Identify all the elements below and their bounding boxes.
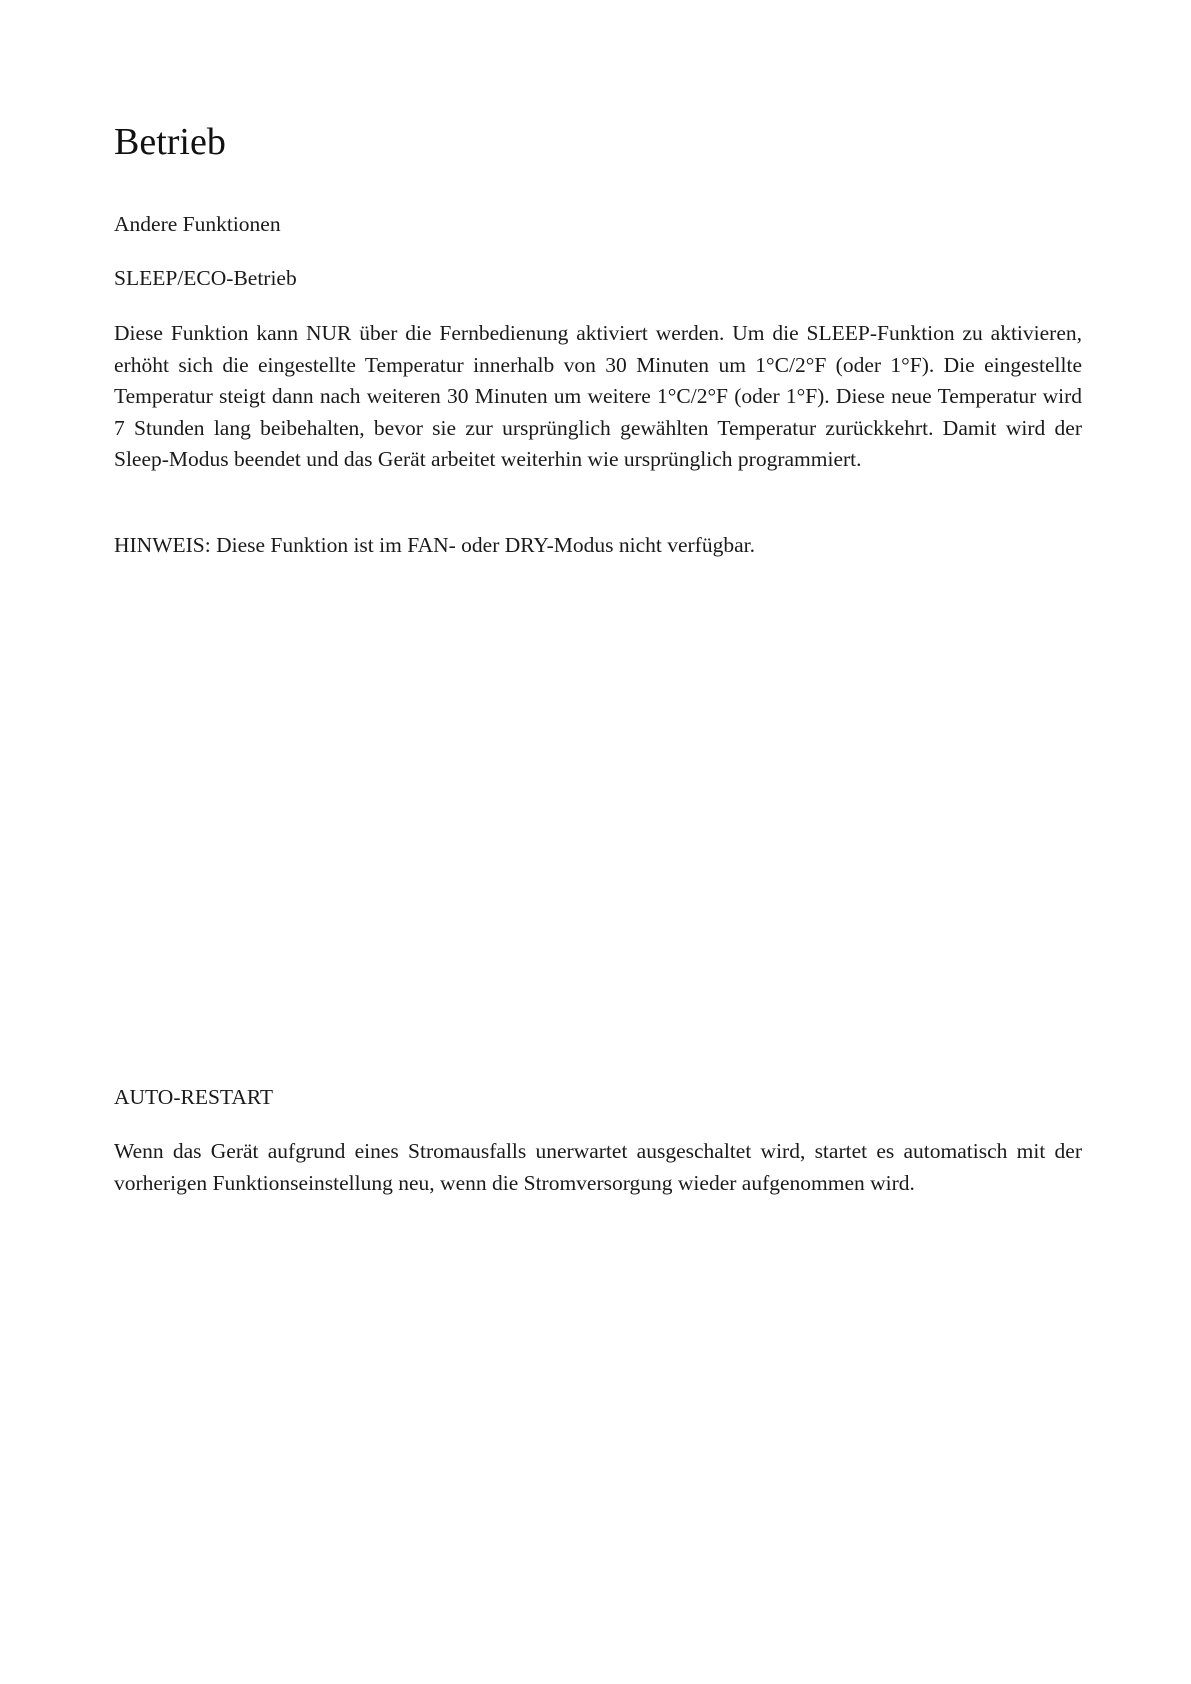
section-paragraph-sleep-eco: Diese Funktion kann NUR über die Fernbedienung aktiviert werden. Um die SLEEP-Funktion zu aktivieren, erhöht sich die eingestellte Temperatur innerhalb von 30 Minuten um 1°C/2°F (oder 1°F). Die eingestellte Temperatur steigt dann nach weiteren 30 Minuten um weitere 1°C/2°F (oder 1°F). Diese neue Temperatur wird 7 Stunden lang beibehalten, bevor sie zur ursprünglich gewählten Temperatur zurückkehrt. Damit wird der Sleep-Modus beendet und das Gerät arbeitet weiterhin wie ursprünglich programmiert. [114,321,1082,471]
section-paragraph-auto-restart: Wenn das Gerät aufgrund eines Stromausfalls unerwartet ausgeschaltet wird, startet es automatisch mit der vorherigen Funktionseinstellung neu, wenn die Stromversorgung wieder aufgenommen wird. [114,1139,1082,1195]
page-title: Betrieb [114,121,226,163]
subheading-other-functions: Andere Funktionen [114,212,281,236]
section-heading-sleep-eco: SLEEP/ECO-Betrieb [114,266,297,290]
section-heading-auto-restart: AUTO-RESTART [114,1085,274,1109]
section-note-sleep-eco: HINWEIS: Diese Funktion ist im FAN- oder DRY-Modus nicht verfügbar. [114,533,755,557]
